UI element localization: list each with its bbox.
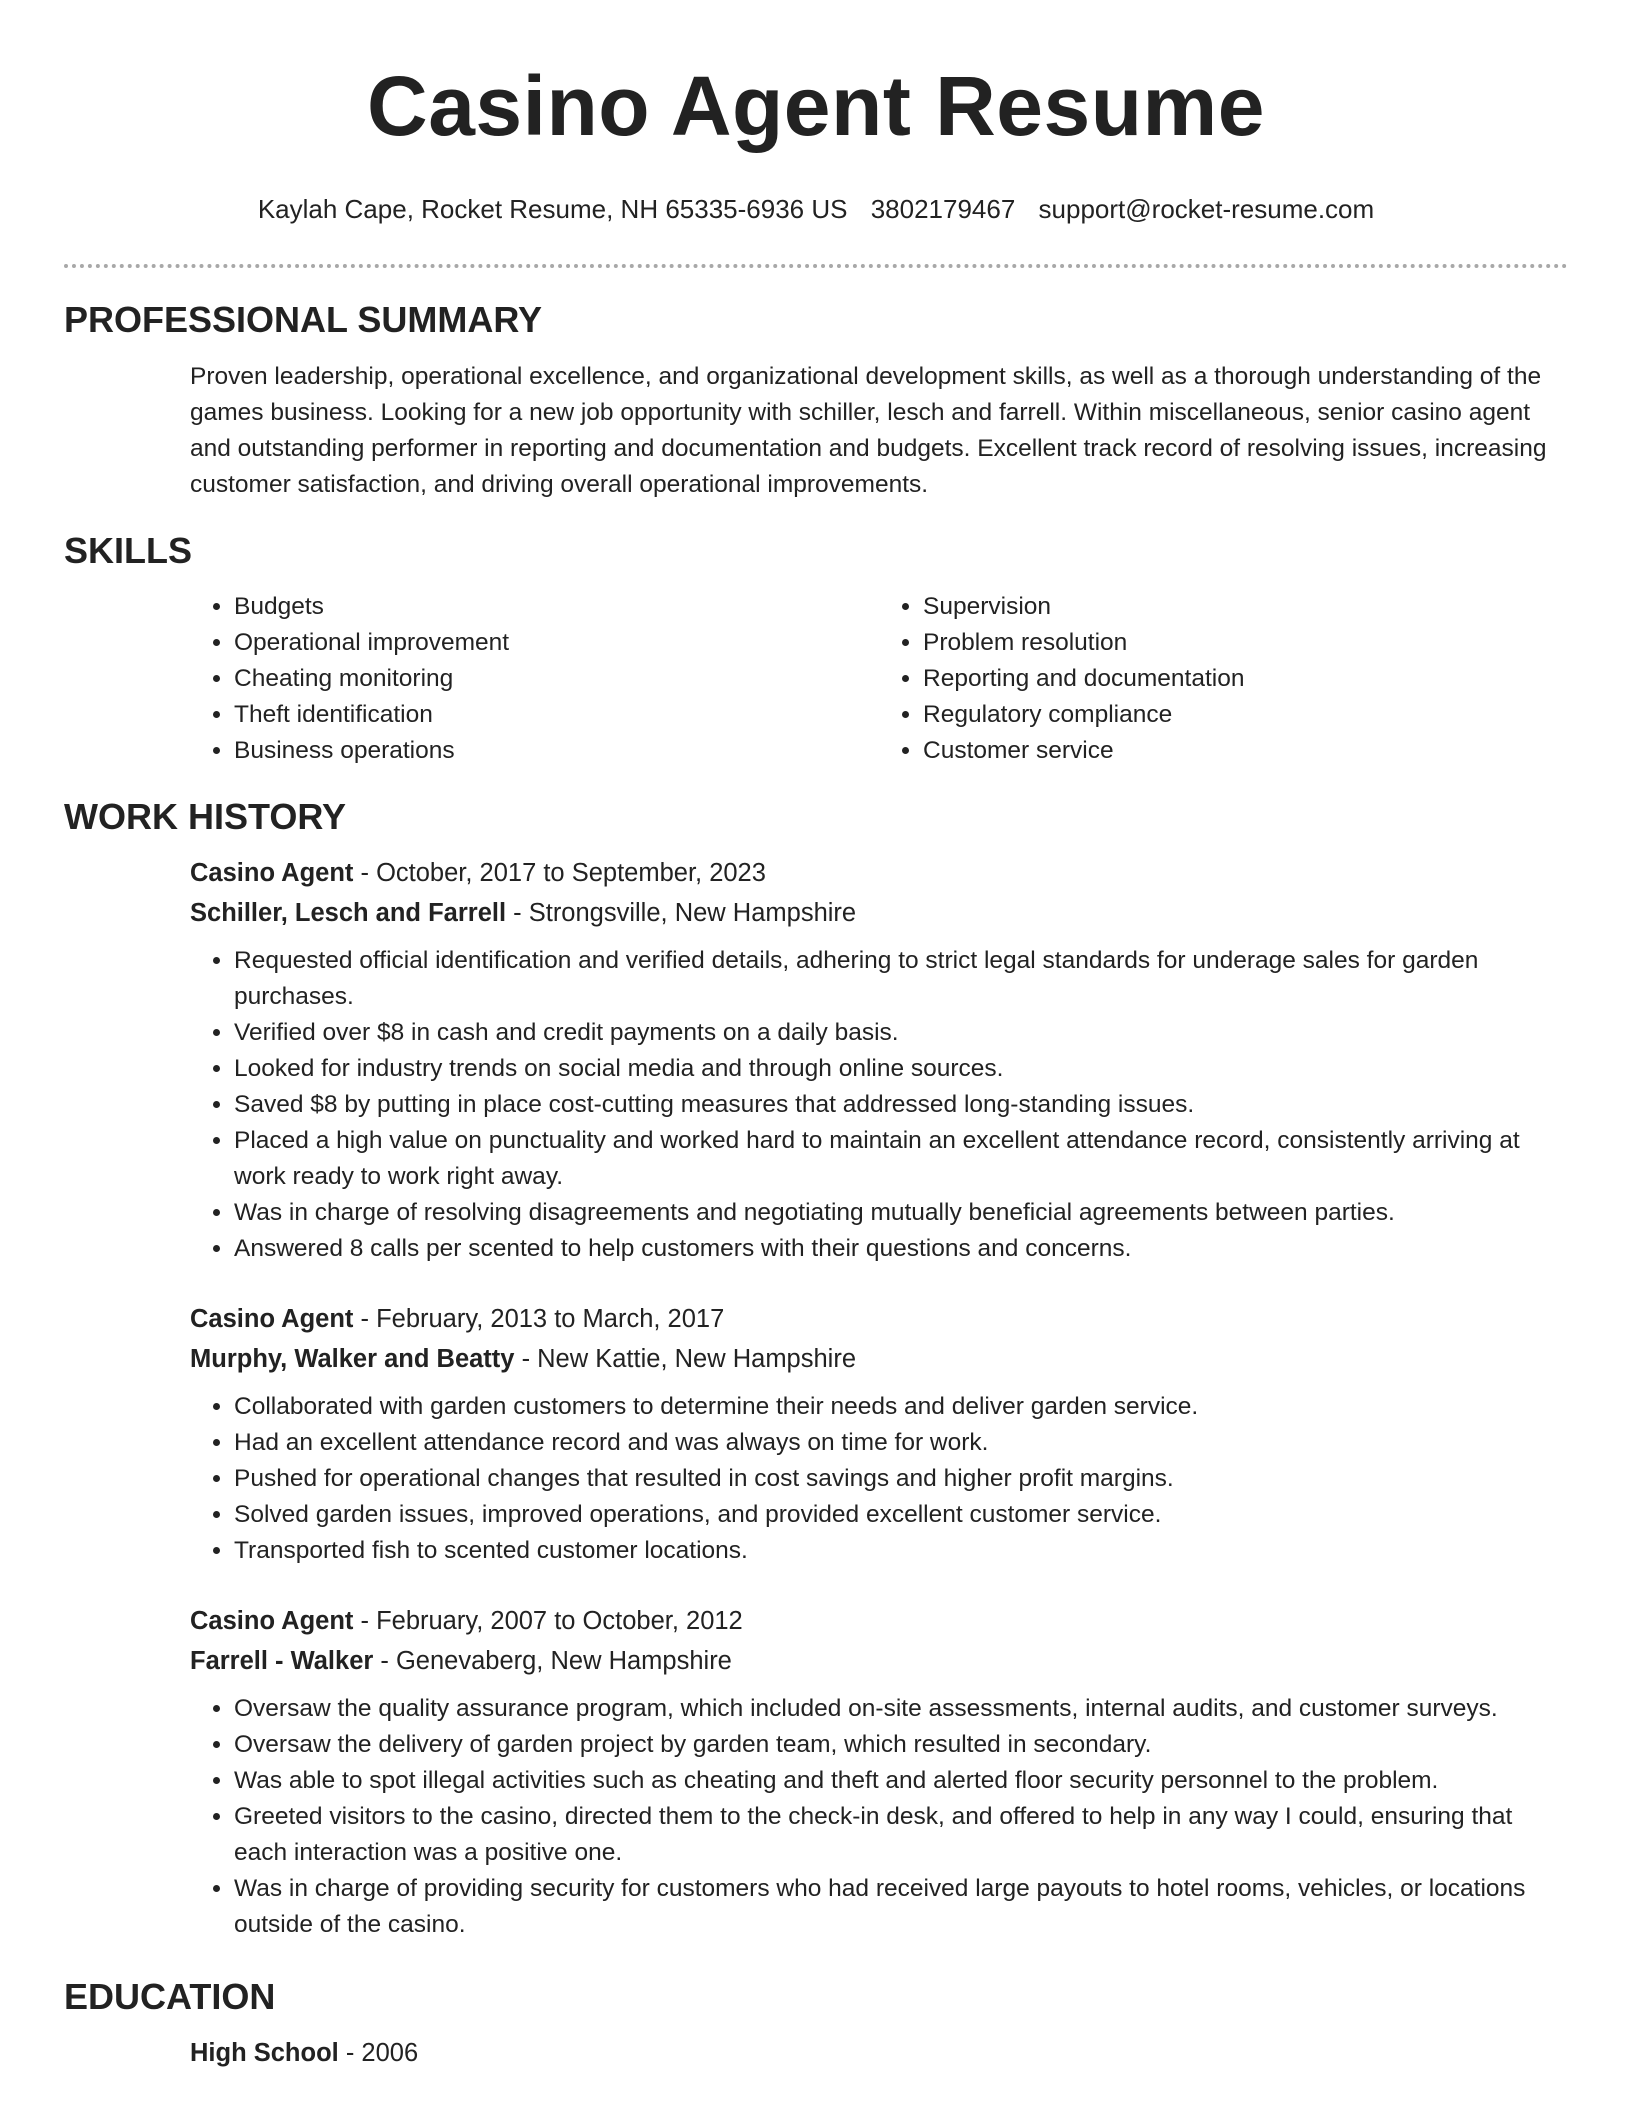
skill-item: • Budgets bbox=[234, 589, 879, 625]
contact-email: support@rocket-resume.com bbox=[1038, 194, 1375, 224]
job-title: Casino Agent bbox=[190, 859, 354, 887]
duty-item: • Collaborated with garden customers to determine their needs and deliver garden service. bbox=[234, 1389, 1568, 1425]
duty-item: • Greeted visitors to the casino, directed them to the check-in desk, and offered to help in any way I could, ensuring that each interaction was a positive one. bbox=[234, 1799, 1568, 1871]
job-company-line bbox=[190, 893, 1568, 933]
skill-item: • Supervision bbox=[923, 589, 1568, 625]
job-title: Casino Agent bbox=[190, 1607, 354, 1635]
education-degree: High School bbox=[190, 2039, 339, 2067]
duty-item: • Had an excellent attendance record and was always on time for work. bbox=[234, 1425, 1568, 1461]
header-divider bbox=[64, 264, 1568, 268]
skills-heading: SKILLS bbox=[64, 530, 193, 571]
job-duties bbox=[190, 1389, 1568, 1569]
skill-item: • Cheating monitoring bbox=[234, 661, 879, 697]
skills-column-left bbox=[190, 589, 879, 769]
duty-item: • Placed a high value on punctuality and worked hard to maintain an excellent attendance record, consistently arriving at work ready to work right away. bbox=[234, 1123, 1568, 1195]
resume-title: Casino Agent Resume bbox=[367, 59, 1265, 153]
skill-item: • Business operations bbox=[234, 733, 879, 769]
duty-item: • Answered 8 calls per scented to help customers with their questions and concerns. bbox=[234, 1231, 1568, 1267]
duty-item: • Was able to spot illegal activities such as cheating and theft and alerted floor security personnel to the problem. bbox=[234, 1763, 1568, 1799]
education-year: - 2006 bbox=[338, 2039, 419, 2067]
duty-item: • Was in charge of resolving disagreements and negotiating mutually beneficial agreements between parties. bbox=[234, 1195, 1568, 1231]
skill-item: • Theft identification bbox=[234, 697, 879, 733]
job-duties bbox=[190, 943, 1568, 1267]
skills-list bbox=[64, 589, 1568, 769]
duty-item: • Requested official identification and verified details, adhering to strict legal standards for underage sales for garden purchases. bbox=[234, 943, 1568, 1015]
job-location: - Genevaberg, New Hampshire bbox=[373, 1647, 732, 1675]
job-company: Murphy, Walker and Beatty bbox=[190, 1345, 515, 1373]
contact-phone: 3802179467 bbox=[870, 194, 1016, 224]
job-dates: - February, 2013 to March, 2017 bbox=[353, 1305, 725, 1333]
job-entry bbox=[64, 1601, 1568, 1943]
job-dates: - October, 2017 to September, 2023 bbox=[353, 859, 766, 887]
summary-heading: PROFESSIONAL SUMMARY bbox=[64, 299, 543, 340]
skill-item: • Operational improvement bbox=[234, 625, 879, 661]
duty-item: • Looked for industry trends on social media and through online sources. bbox=[234, 1051, 1568, 1087]
contact-line bbox=[64, 192, 1568, 226]
skill-item: • Regulatory compliance bbox=[923, 697, 1568, 733]
contact-address: Kaylah Cape, Rocket Resume, NH 65335-6936 US bbox=[257, 194, 848, 224]
duty-item: • Was in charge of providing security for customers who had received large payouts to hotel rooms, vehicles, or locations outside of the casino. bbox=[234, 1871, 1568, 1943]
job-title-line bbox=[190, 853, 1568, 893]
education-heading: EDUCATION bbox=[64, 1976, 276, 2017]
job-entry bbox=[64, 1299, 1568, 1569]
job-title-line bbox=[190, 1299, 1568, 1339]
job-company-line bbox=[190, 1339, 1568, 1379]
duty-item: • Solved garden issues, improved operations, and provided excellent customer service. bbox=[234, 1497, 1568, 1533]
job-duties bbox=[190, 1691, 1568, 1943]
duty-item: • Transported fish to scented customer locations. bbox=[234, 1533, 1568, 1569]
summary-text: Proven leadership, operational excellence, and organizational development skills, as well as a thorough understanding of the games business. Looking for a new job opportunity with schiller, lesch and farrell. Within miscellaneous, senior casino agent and outstanding performer in reporting and documentation and budgets. Excellent track record of resolving issues, increasing customer satisfaction, and driving overall operational improvements. bbox=[190, 363, 1547, 498]
duty-item: • Verified over $8 in cash and credit payments on a daily basis. bbox=[234, 1015, 1568, 1051]
work-heading: WORK HISTORY bbox=[64, 796, 347, 837]
skill-item: • Customer service bbox=[923, 733, 1568, 769]
skills-column-right bbox=[879, 589, 1568, 769]
job-dates: - February, 2007 to October, 2012 bbox=[353, 1607, 743, 1635]
skill-item: • Reporting and documentation bbox=[923, 661, 1568, 697]
duty-item: • Oversaw the delivery of garden project by garden team, which resulted in secondary. bbox=[234, 1727, 1568, 1763]
job-title: Casino Agent bbox=[190, 1305, 354, 1333]
job-location: - New Kattie, New Hampshire bbox=[514, 1345, 857, 1373]
duty-item: • Saved $8 by putting in place cost-cutting measures that addressed long-standing issues. bbox=[234, 1087, 1568, 1123]
education-entry bbox=[64, 2033, 1568, 2073]
job-entry bbox=[64, 853, 1568, 1267]
job-title-line bbox=[190, 1601, 1568, 1641]
duty-item: • Oversaw the quality assurance program, which included on-site assessments, internal audits, and customer surveys. bbox=[234, 1691, 1568, 1727]
job-location: - Strongsville, New Hampshire bbox=[506, 899, 857, 927]
skill-item: • Problem resolution bbox=[923, 625, 1568, 661]
job-company: Farrell - Walker bbox=[190, 1647, 374, 1675]
job-company: Schiller, Lesch and Farrell bbox=[190, 899, 507, 927]
job-company-line bbox=[190, 1641, 1568, 1681]
duty-item: • Pushed for operational changes that resulted in cost savings and higher profit margins. bbox=[234, 1461, 1568, 1497]
